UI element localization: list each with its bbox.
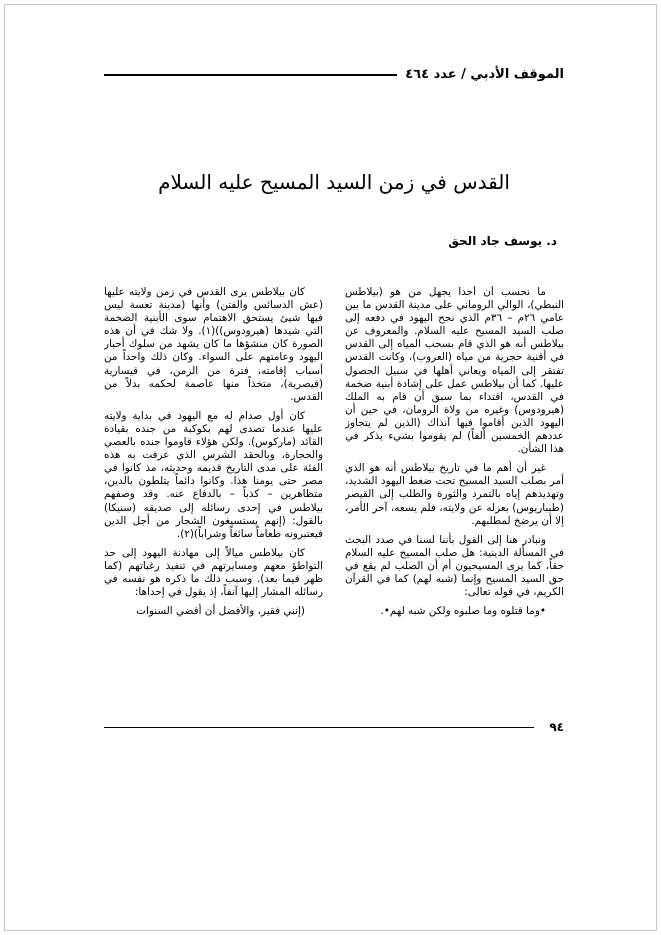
article-title: القدس في زمن السيد المسيح عليه السلام xyxy=(158,170,510,194)
author-name: د. يوسف جاد الحق xyxy=(448,234,557,248)
right-column xyxy=(345,286,564,716)
footer-rule xyxy=(104,727,534,728)
left-column xyxy=(104,286,323,716)
running-header xyxy=(104,64,564,84)
paragraph: ما نحسب أن أحداً يجهل من هو (بيلاطس النبطي)، الوالي الروماني على مدينة القدس ما بين عامي ٢٦م – ٣٦م الذي نجح اليهود في دفعه إلى صلب السيد المسيح عليه السلام. والمعروف عن بيلاطس أنه هو الذي قام بسحب المياه إلى القدس في أقنية حجرية من مياه (العروب)، وكانت القدس تفتقر إلى المياه ويعاني أهلها في سبيل الحصول عليها. كما أن بيلاطس عمل على إشادة أبنية ضخمة في القدس، اقتداء بما سبق أن قام به الملك (هيرودوس) وغيره من ولاة الرومان، في حين أن اليهود الذين أقاموا فيها آنذاك (الذين لم يتجاوز عددهم الخمسين ألفاً) لم يقوموا بشيء يذكر في هذا الشأن. xyxy=(345,286,564,456)
paragraph: كان أول صدام له مع اليهود في بداية ولايته عليها عندما تصدى لهم بكوكبة من جنده بقيادة القائد (ماركوس). ولكن هؤلاء قاوموا جنده بالعصي والحجارة، وبالحقد الشرس الذي عرفت به هذه الفئة على مدى التاريخ قديمه وحديثه، مذ كانوا في مصر حتى يومنا هذا. وكانوا دائماً يتلطون بالدين، متظاهرين – كذباً – بالدفاع عنه. وقد وصفهم بيلاطس في إحدى رسائله إلى صديقه (سنيكا) بالقول: (إنهم يستسيغون الشجار من أجل الدين فيعتبرونه طعاماً سائغاً وشراباً)(٢). xyxy=(104,409,323,540)
paragraph: غير أن أهم ما في تاريخ بيلاطس أنه هو الذي أمر بصلب السيد المسيح تحت ضغط اليهود الشديد، وتهديدهم إياه بالتمرد والثورة والطلب إلى القيصر (طيباريوس) بعزله عن ولايته، فلم يسعه، آخر الأمر، إلا أن يرضخ لمطلبهم. xyxy=(345,462,564,527)
page-footer xyxy=(104,719,564,735)
running-header-rule xyxy=(104,74,397,76)
article-body xyxy=(104,286,564,716)
letter-quote: (إنني فقير، والأفضل أن أقضي السنوات xyxy=(136,605,305,618)
paragraph: ونبادر هنا إلى القول بأننا لسنا في صدد البحث في المسألة الدينية: هل صلب المسيح عليه السلام حقاً، كما يرى المسيحيون أم أن الصلب لم يقع في حق السيد المسيح وإنما (شبه لهم) كما في القرآن الكريم، في قوله تعالى: xyxy=(345,533,564,599)
page-number: ٩٤ xyxy=(549,720,564,734)
quran-quote: •وما قتلوه وما صلبوه ولكن شبه لهم•. xyxy=(380,605,546,618)
paragraph: كان بيلاطس ميالاً إلى مهادنة اليهود إلى حد التواطؤ معهم ومسايرتهم في تنفيذ رغباتهم (كما ظهر فيما بعد). وسبب ذلك ما ذكره هو نفسه في رسائله المشار إليها آنفاً، إذ يقول في إحداها: xyxy=(104,546,323,599)
running-header-text: الموقف الأدبي / عدد ٤٦٤ xyxy=(405,66,564,82)
paragraph: كان بيلاطس يرى القدس في زمن ولايته عليها (عش الدسائس والفتن) وأنها (مدينة تعسة ليس فيها شيئ يستحق الاهتمام سوى الأبنية الضخمة التي شيدها (هيرودوس))(١). ولا شك في أن هذه الصورة كان منشؤها ما كان يشهد من سلوك أحبار اليهود وعامتهم على السواء. وكان ذلك واحداً من أسباب إقامته، فترة من الزمن، في قيسارية (قيصرية)، متخذاً منها عاصمة لحكمه بدلاً من القدس. xyxy=(104,286,323,403)
